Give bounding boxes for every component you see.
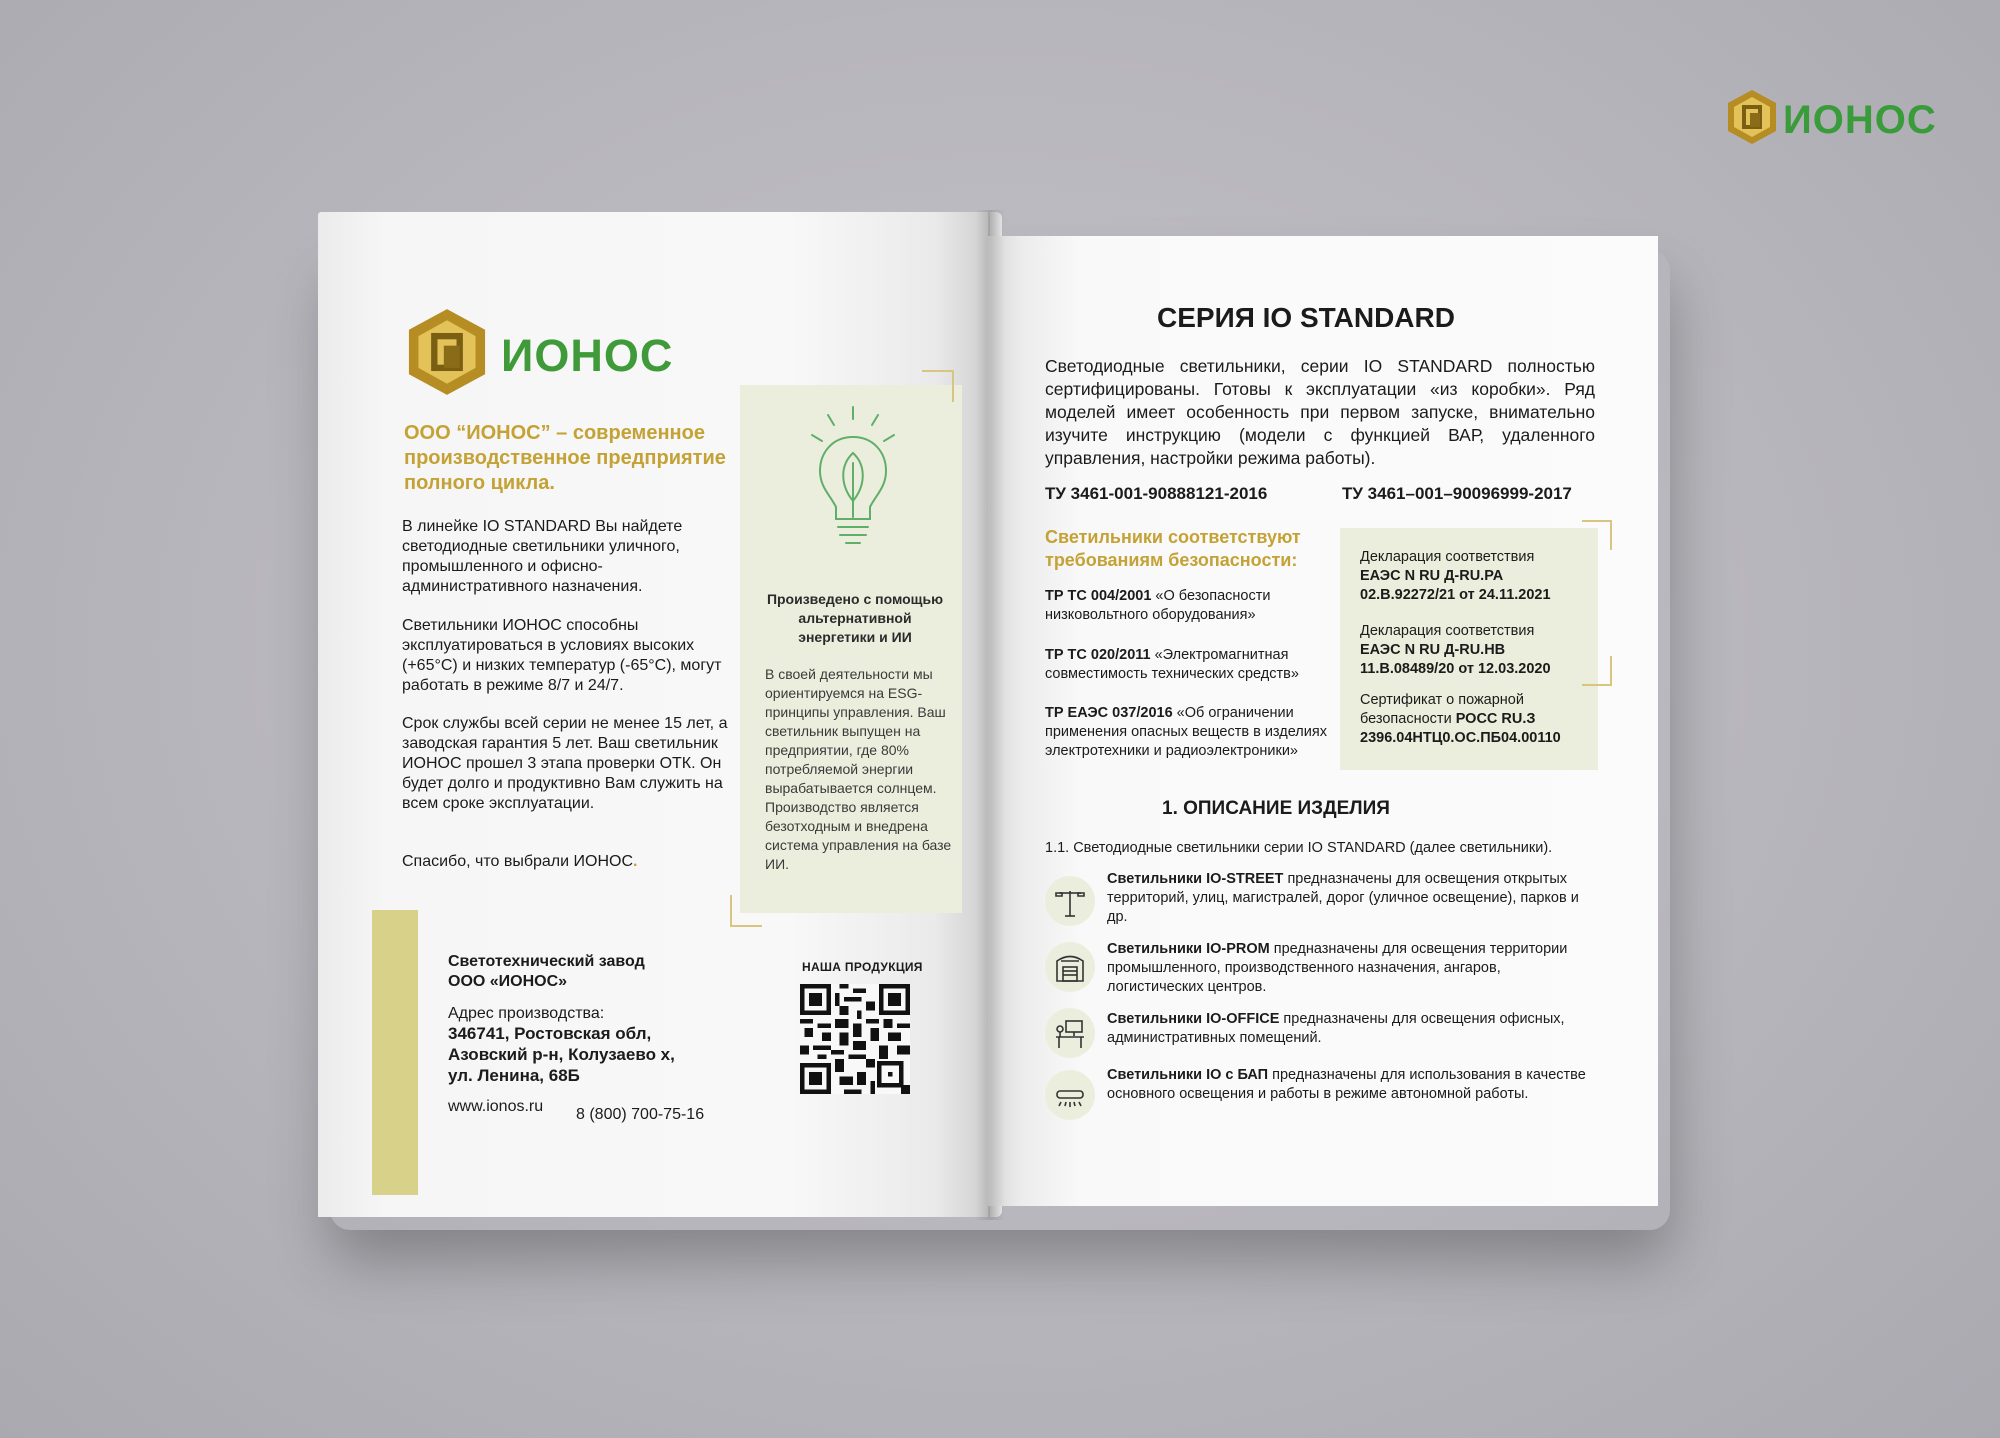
declaration-1: Декларация соответствия ЕАЭС N RU Д-RU.PA 02.В.92272/21 от 24.11.2021: [1360, 549, 1551, 603]
section-title: 1. ОПИСАНИЕ ИЗДЕЛИЯ: [1162, 798, 1390, 819]
declaration-2: Декларация соответствия ЕАЭС N RU Д-RU.НВ 11.В.08489/20 от 12.03.2020: [1360, 623, 1551, 677]
esg-corner-decor: [922, 370, 954, 402]
website-link[interactable]: www.ionos.ru: [448, 1098, 544, 1115]
esg-title: Произведено с помощью альтернативной энергетики и ИИ: [766, 591, 944, 645]
tu-code-1: ТУ 3461-001-90888121-2016: [1045, 484, 1268, 503]
qr-code-icon[interactable]: [800, 984, 910, 1094]
office-desk-icon: [1045, 1008, 1095, 1058]
thanks-text: Спасибо, что выбрали ИОНОС: [402, 853, 634, 870]
product-io-bap: Светильники IO с БАП предназначены для использования в качестве основного освещения и работы в режиме автономной работы.: [1107, 1067, 1586, 1102]
esg-corner-decor: [730, 895, 762, 927]
booklet-gutter: [975, 210, 1005, 1220]
section-intro: 1.1. Светодиодные светильники серии IO STANDARD (далее светильники).: [1045, 840, 1553, 856]
factory-name: [448, 952, 645, 992]
left-logo-word: ИОНОС: [501, 330, 674, 381]
regulation-item: ТР ТС 020/2011 «Электромагнитная совместимость технических средств»: [1045, 647, 1299, 682]
temperature-paragraph: Светильники ИОНОС способны эксплуатироваться в условиях высоких (+65°C) и низких температур (-65°C), могут работать в режиме 8/7 и 24/7.: [402, 617, 722, 694]
warranty-paragraph: Срок службы всей серии не менее 15 лет, а заводская гарантия 5 лет. Ваш светильник ИОНОС прошел 3 этапа проверки ОТК. Он будет долго и продуктивно Вам служить на всем сроке эксплуатации.: [402, 715, 728, 812]
left-page-logo: [404, 306, 704, 396]
corner-logo: [1725, 88, 1937, 148]
street-lamp-icon: [1045, 876, 1095, 926]
product-io-prom: Светильники IO-PROM предназначены для освещения территории промышленного, производственного назначения, ангаров, логистических центров.: [1107, 941, 1568, 995]
factory-icon: [1045, 942, 1095, 992]
series-intro: Светодиодные светильники, серии IO STANDARD полностью сертифицированы. Готовы к эксплуатации «из коробки». Ряд моделей имеет особенность при первом запуске, внимательно изучите инструкцию (модели с функцией ВАР, удаленного управления, настройки режима работы).: [1045, 356, 1595, 468]
cert-corner-decor: [1582, 520, 1612, 550]
esg-text: В своей деятельности мы ориентируемся на ESG-принципы управления. Ваш светильник выпущен на предприятии, где 80% потребляемой энергии вырабатывается солнцем. Производство является безотходным и внедрена система управления на базе ИИ.: [765, 666, 952, 872]
thanks-dot: .: [633, 853, 638, 870]
thanks-line: [402, 852, 732, 872]
emergency-light-icon: [1045, 1070, 1095, 1120]
address: [448, 1023, 698, 1086]
ionos-hex-logo-icon: [1725, 88, 1779, 146]
phone-number[interactable]: 8 (800) 700-75-16: [576, 1106, 705, 1123]
factory-line-2: ООО «ИОНОС»: [448, 973, 568, 990]
series-title: СЕРИЯ IO STANDARD: [1157, 302, 1455, 333]
eco-bulb-icon: [808, 405, 898, 565]
address-line: ул. Ленина, 68Б: [448, 1066, 580, 1085]
product-io-office: Светильники IO-OFFICE предназначены для освещения офисных, административных помещений.: [1107, 1011, 1565, 1046]
product-io-street: Светильники IO-STREET предназначены для освещения открытых территорий, улиц, магистралей, дорог (уличное освещение), парков и др.: [1107, 871, 1579, 925]
tu-code-2: ТУ 3461–001–90096999-2017: [1342, 484, 1572, 503]
intro-paragraph: В линейке IO STANDARD Вы найдете светодиодные светильники уличного, промышленного и офисно-административного назначения.: [402, 518, 683, 595]
regulation-item: ТР ТС 004/2001 «О безопасности низковольтного оборудования»: [1045, 588, 1271, 623]
qr-label: НАША ПРОДУКЦИЯ: [802, 960, 923, 974]
safety-title: Светильники соответствуют требованиям безопасности:: [1045, 527, 1301, 570]
address-line: Азовский р-н, Колузаево х,: [448, 1045, 675, 1064]
factory-line-1: Светотехнический завод: [448, 953, 645, 970]
fire-safety-certificate: Сертификат о пожарной безопасности РОСС RU.З 2396.04НТЦ0.ОС.ПБ04.00110: [1360, 692, 1561, 746]
company-tagline: ООО “ИОНОС” – современное производственное предприятие полного цикла.: [404, 422, 726, 494]
corner-logo-word: ИОНОС: [1783, 98, 1937, 142]
yellow-accent-bar: [372, 910, 418, 1195]
ionos-hex-logo-icon: [404, 306, 490, 398]
address-line: 346741, Ростовская обл,: [448, 1024, 652, 1043]
regulation-item: ТР ЕАЭС 037/2016 «Об ограничении применения опасных веществ в изделиях электротехники и радиоэлектроники»: [1045, 705, 1327, 759]
address-label: Адрес производства:: [448, 1005, 605, 1022]
